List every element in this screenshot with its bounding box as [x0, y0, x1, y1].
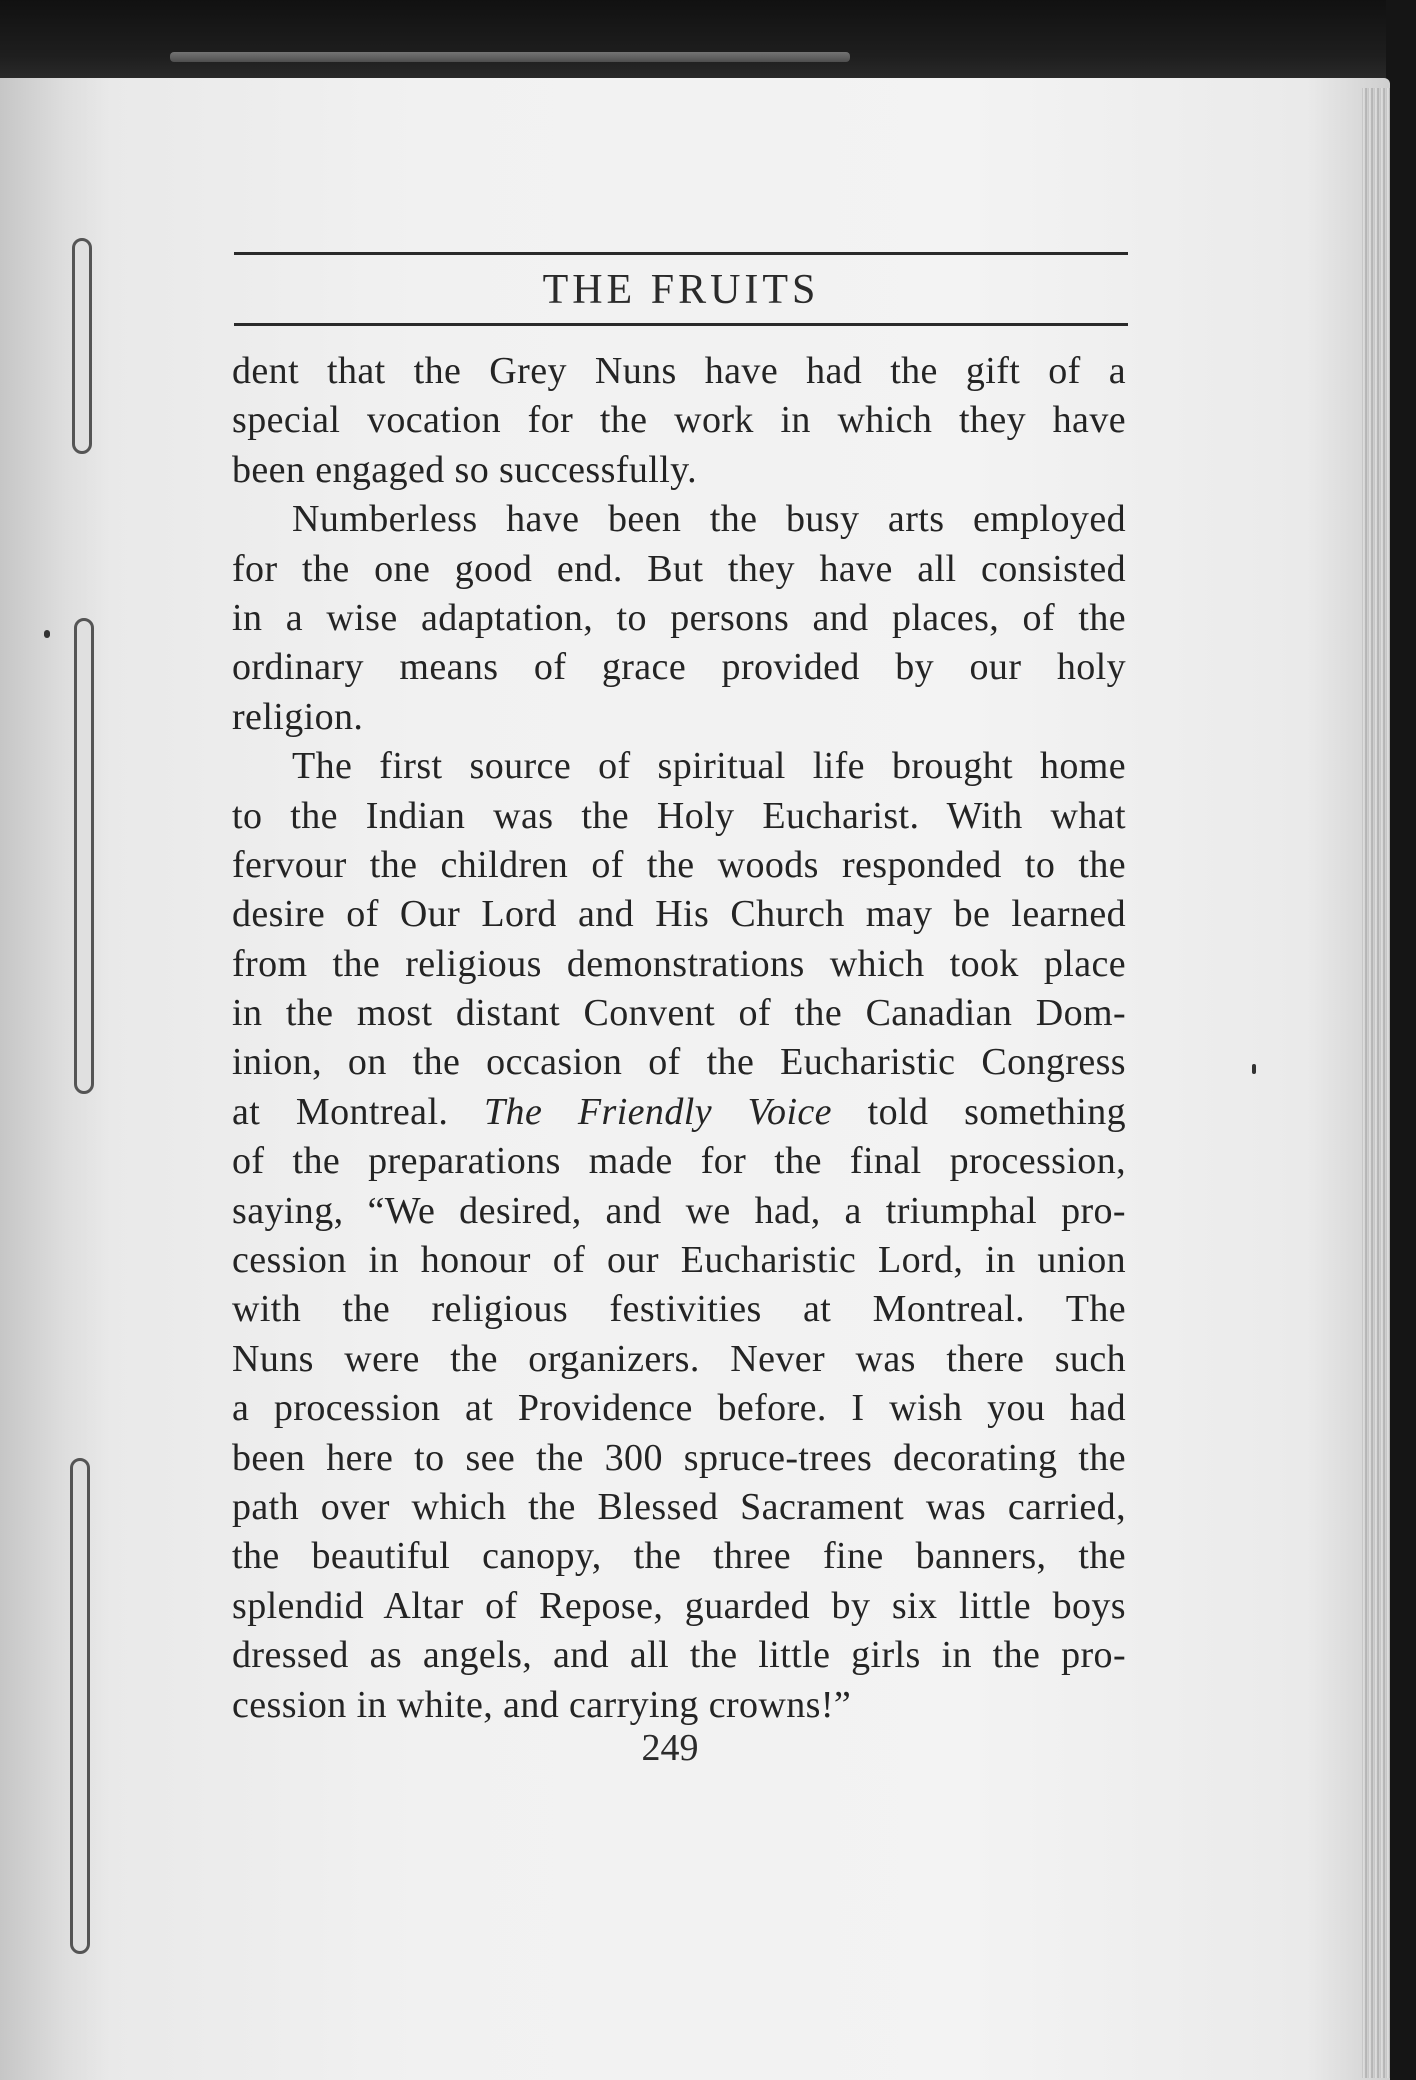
text-line: splendid Altar of Repose, guarded by six little boys — [232, 1584, 1126, 1627]
text-line: religion. — [232, 695, 364, 738]
running-head-title: THE FRUITS — [542, 267, 820, 313]
text-line: path over which the Blessed Sacrament was carried, — [232, 1485, 1126, 1528]
text-line: desire of Our Lord and His Church may be learned — [232, 893, 1126, 936]
text-line: dent that the Grey Nuns have had the gift of a — [232, 350, 1126, 392]
text-segment: told something — [867, 1090, 1126, 1133]
text-line: in the most distant Convent of the Canadian Dom- — [232, 992, 1126, 1035]
text-line: special vocation for the work in which they have — [232, 399, 1126, 442]
text-line: Numberless have been the busy arts employed — [292, 498, 1126, 541]
text-line: cession in white, and carrying crowns!” — [232, 1683, 852, 1726]
binding-stitch — [70, 1458, 90, 1954]
text-line: ordinary means of grace provided by our holy — [232, 646, 1126, 689]
text-line: of the preparations made for the final procession, — [232, 1140, 1126, 1183]
body-text — [232, 347, 1126, 1730]
book-top-edge — [0, 0, 1416, 80]
text-line: inion, on the occasion of the Eucharistic Congress — [232, 1041, 1126, 1084]
text-line: The first source of spiritual life brought home — [292, 745, 1126, 788]
text-line: the beautiful canopy, the three fine banners, the — [232, 1535, 1126, 1578]
text-line: Nuns were the organizers. Never was there such — [232, 1337, 1126, 1380]
text-line: cession in honour of our Eucharistic Lord, in union — [232, 1239, 1126, 1282]
text-line: saying, “We desired, and we had, a triumphal pro- — [232, 1189, 1126, 1232]
text-segment: at Montreal. — [232, 1090, 449, 1133]
page-number: 249 — [641, 1727, 699, 1769]
binding-stitch — [72, 238, 92, 454]
text-line: in a wise adaptation, to persons and places, of the — [232, 596, 1126, 639]
text-line — [232, 1088, 1126, 1137]
page-fore-edge — [1362, 88, 1390, 2078]
text-line: been here to see the 300 spruce-trees decorating the — [232, 1436, 1126, 1479]
text-line: with the religious festivities at Montreal. The — [232, 1288, 1126, 1331]
binding-stitch — [74, 618, 94, 1094]
background-right — [1386, 0, 1416, 2080]
running-head — [234, 252, 1128, 326]
speck — [44, 630, 50, 638]
speck — [1252, 1064, 1256, 1074]
text-line: a procession at Providence before. I wish you had — [232, 1387, 1126, 1430]
text-line: for the one good end. But they have all consisted — [232, 547, 1126, 590]
header-rule-bottom — [234, 323, 1128, 326]
text-line: dressed as angels, and all the little girls in the pro- — [232, 1634, 1126, 1677]
text-line: been engaged so successfully. — [232, 448, 697, 491]
italic-title: The Friendly Voice — [484, 1090, 832, 1133]
text-line: fervour the children of the woods responded to the — [232, 843, 1126, 886]
text-line: to the Indian was the Holy Eucharist. With what — [232, 794, 1126, 837]
cover-rim — [170, 52, 850, 62]
text-line: from the religious demonstrations which took place — [232, 942, 1126, 985]
